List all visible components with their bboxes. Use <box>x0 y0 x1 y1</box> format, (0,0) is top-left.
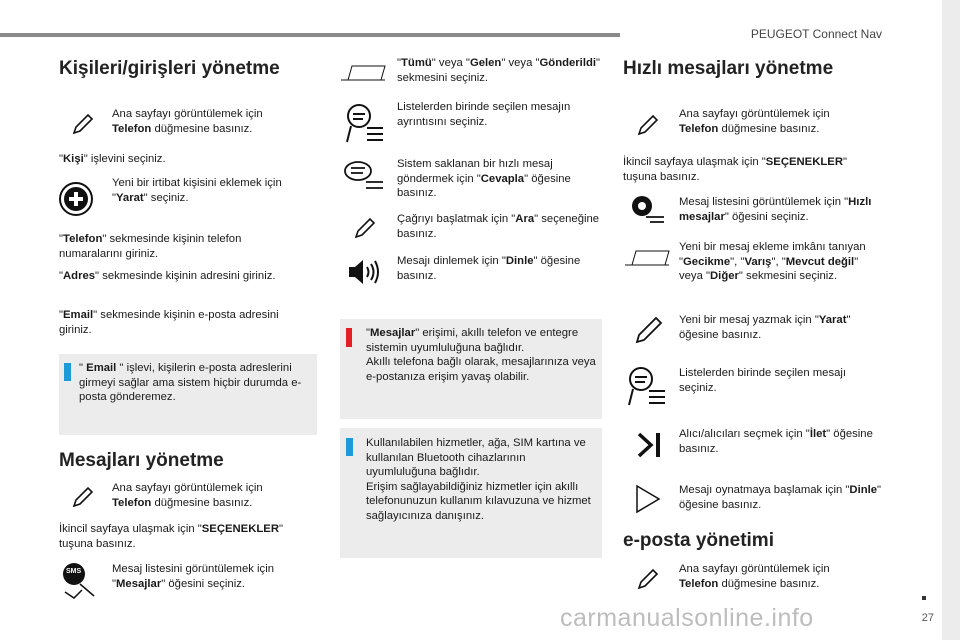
step-select-contact: "Kişi" işlevini seçiniz. <box>59 153 166 165</box>
warning-text: "Mesajlar" erişimi, akıllı telefon ve entegre sistemin uyumluluğuna bağlıdır. Akıllı telefona bağlı olarak, mesajlarınıza veya e-postanıza erişim yavaş olabilir. <box>366 327 596 383</box>
step-address-tab: "Adres" sekmesinde kişinin adresini giriniz. <box>59 270 276 282</box>
page-edge-bar <box>942 0 960 640</box>
info-box-email <box>59 354 317 435</box>
step-quick-tabs: Yeni bir mesaj ekleme imkânı tanıyan "Gecikme", "Varış", "Mevcut değil" veya "Diğer" sekmesini seçiniz. <box>679 241 866 282</box>
step-options-2: İkincil sayfaya ulaşmak için "SEÇENEKLER" tuşuna basınız. <box>623 156 847 183</box>
section-title-contacts: Kişileri/girişleri yönetme <box>59 58 280 79</box>
pen-icon <box>634 315 664 345</box>
step-open-phone-4: Ana sayfayı görüntülemek için Telefon düğmesine basınız. <box>679 563 830 590</box>
pencil-icon <box>71 112 95 136</box>
speaker-icon <box>346 255 380 289</box>
section-title-quick-messages: Hızlı mesajları yönetme <box>623 58 834 79</box>
info-email-text: " Email " işlevi, kişilerin e-posta adreslerini girmeyi sağlar ama sistem hiçbir durumda e-posta gönderemez. <box>79 362 302 403</box>
watermark: carmanualsonline.info <box>560 604 814 632</box>
step-open-phone-3: Ana sayfayı görüntülemek için Telefon düğmesine basınız. <box>679 108 830 135</box>
step-select-tab: "Tümü" veya "Gelen" veya "Gönderildi" sekmesini seçiniz. <box>397 57 601 84</box>
step-listen: Mesajı dinlemek için "Dinle" öğesine basınız. <box>397 255 581 282</box>
step-quick-list: Mesaj listesini görüntülemek için "Hızlı mesajlar" öğesini seçiniz. <box>679 196 872 223</box>
tab-bar-icon <box>340 63 386 81</box>
section-title-messages: Mesajları yönetme <box>59 450 224 471</box>
warning-box <box>340 319 602 419</box>
top-rule <box>0 33 620 37</box>
step-messages-list: Mesaj listesini görüntülemek için "Mesajlar" öğesini seçiniz. <box>112 563 274 590</box>
step-options: İkincil sayfaya ulaşmak için "SEÇENEKLER" tuşuna basınız. <box>59 523 283 550</box>
info-services-text: Kullanılabilen hizmetler, ağa, SIM kartına ve kullanılan Bluetooth cihazlarının uyumluluğuna bağlıdır. Erişim sağlayabildiğiniz hizmetler için akıllı telefonunuzun kullanım kılavuzuna ve hizmet sağlayıcınıza danışınız. <box>366 437 591 522</box>
play-icon <box>635 484 661 514</box>
step-open-phone: Ana sayfayı görüntülemek için Telefon düğmesine basınız. <box>112 108 263 135</box>
pencil-icon <box>636 567 660 591</box>
step-create-quick: Yeni bir mesaj yazmak için "Yarat" öğesine basınız. <box>679 314 851 341</box>
info-icon <box>346 438 353 456</box>
quick-reply-icon <box>342 160 384 192</box>
step-call: Çağrıyı başlatmak için "Ara" seçeneğine basınız. <box>397 213 600 240</box>
page-end-marker <box>922 596 926 600</box>
quick-messages-icon <box>630 195 666 227</box>
info-box-services <box>340 428 602 558</box>
step-create-contact: Yeni bir irtibat kişisini eklemek için "Yarat" seçiniz. <box>112 177 282 204</box>
warning-icon <box>346 328 352 347</box>
section-title-email: e-posta yönetimi <box>623 530 774 551</box>
pencil-icon <box>636 113 660 137</box>
step-phone-tab: "Telefon" sekmesinde kişinin telefon numaralarını giriniz. <box>59 233 242 260</box>
forward-icon <box>636 430 664 460</box>
add-circle-icon <box>58 181 94 217</box>
running-header: PEUGEOT Connect Nav <box>750 27 882 41</box>
step-message-detail: Listelerden birinde seçilen mesajın ayrıntısını seçiniz. <box>397 101 571 128</box>
message-detail-icon <box>345 102 385 144</box>
step-open-phone-2: Ana sayfayı görüntülemek için Telefon düğmesine basınız. <box>112 482 263 509</box>
step-reply: Sistem saklanan bir hızlı mesaj göndermek için "Cevapla" öğesine basınız. <box>397 158 571 199</box>
pencil-icon <box>71 485 95 509</box>
message-detail-icon <box>627 365 667 407</box>
step-play: Mesajı oynatmaya başlamak için "Dinle" öğesine basınız. <box>679 484 882 511</box>
step-select-quick: Listelerden birinde seçilen mesajı seçiniz. <box>679 367 847 394</box>
sms-label: SMS <box>66 568 82 575</box>
pencil-icon <box>353 216 377 240</box>
tab-bar-icon <box>624 248 670 266</box>
page-number: 27 <box>921 612 934 624</box>
info-icon <box>64 363 71 381</box>
step-forward: Alıcı/alıcıları seçmek için "İlet" öğesine basınız. <box>679 428 873 455</box>
step-email-tab: "Email" sekmesinde kişinin e-posta adresini giriniz. <box>59 309 279 336</box>
